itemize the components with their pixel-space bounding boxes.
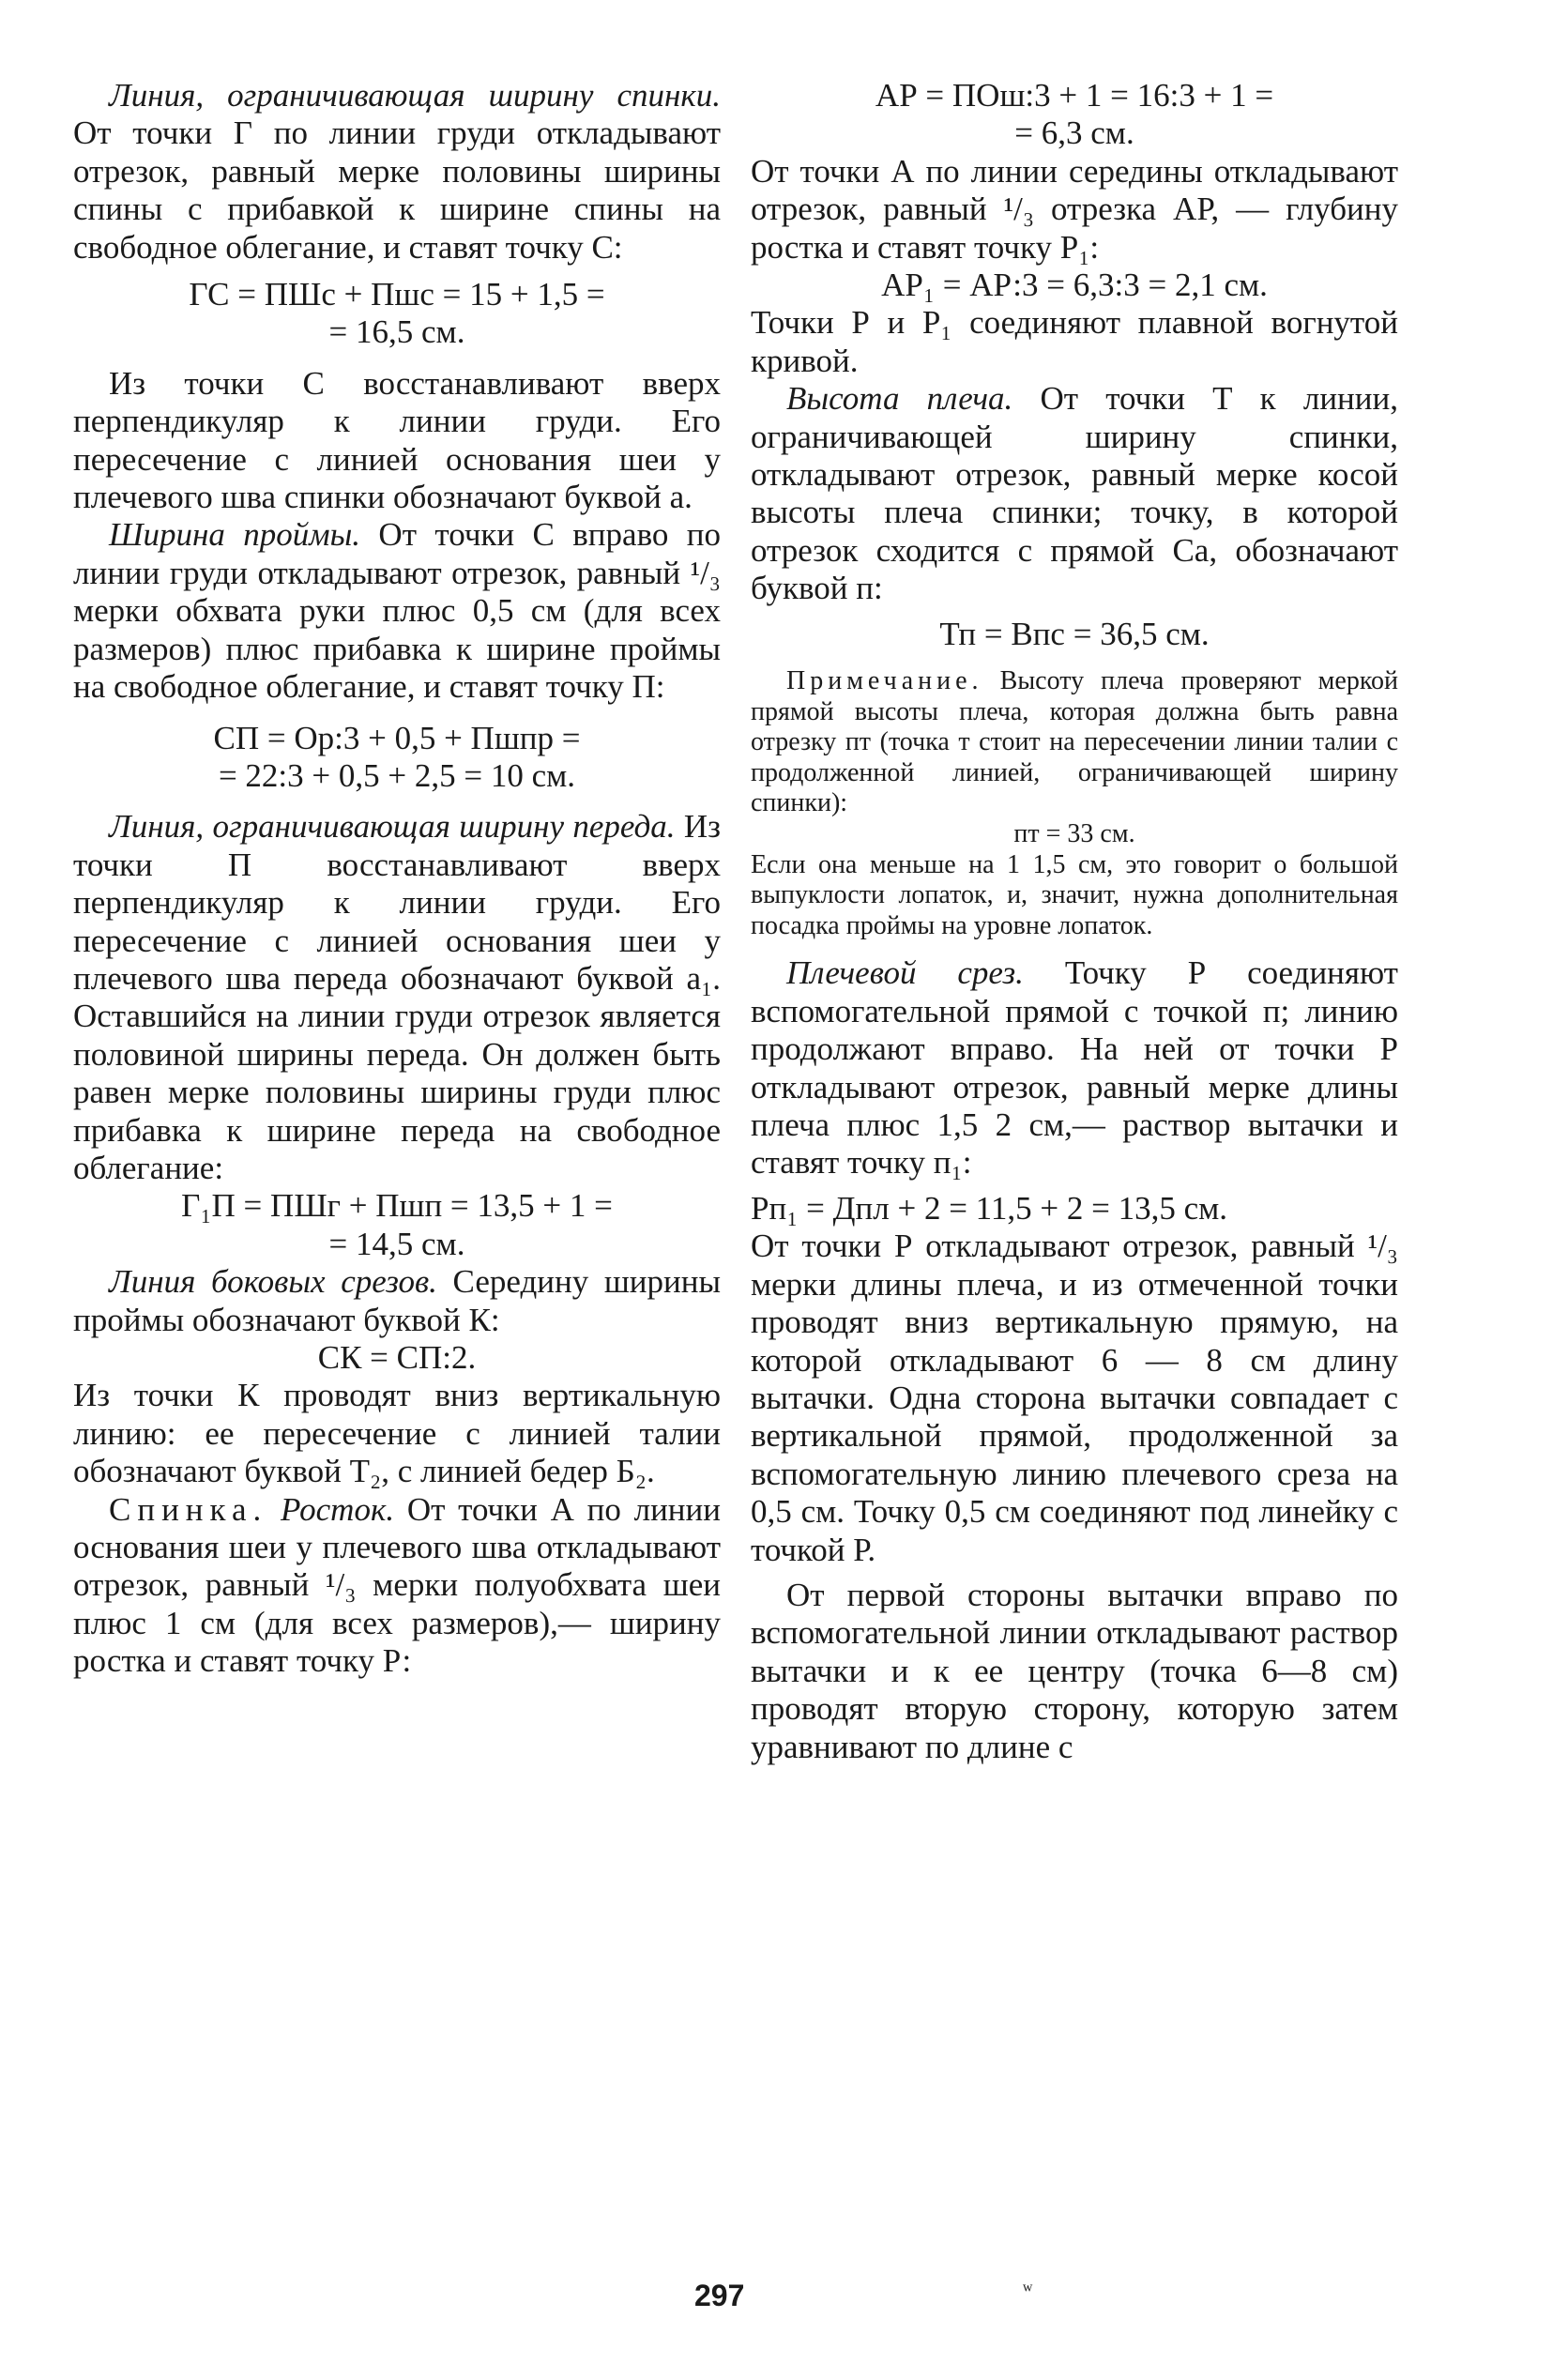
formula (73, 757, 721, 795)
formula-line: = 16,5 см. (328, 313, 465, 351)
paragraph-text: Точку Р соединяют вспомогательной прямой с точкой п; линию продолжают вправо. На ней от точки Р откладывают отрезок, равный мерке длины плеча плюс 1,5 2 см,— раствор вытачки и ставят точку п₁: (751, 954, 1398, 1182)
formula (751, 77, 1398, 114)
formula-line: Г₁П = ПШг + Пшп = 13,5 + 1 = (181, 1187, 613, 1225)
paragraph: Точки Р и Р₁ соединяют плавной вогнутой кривой. (751, 304, 1398, 379)
note-paragraph: Если она меньше на 1 1,5 см, это говорит о большой выпуклости лопаток, и, значит, нужна дополнительная посадка проймы на уровне лопаток. (751, 849, 1398, 940)
formula (751, 267, 1398, 304)
formula (751, 1190, 1398, 1228)
section-heading: Высота плеча. (786, 380, 1013, 418)
section-heading: Ширина проймы. (109, 516, 361, 554)
formula-line: Рп₁ = Дпл + 2 = 11,5 + 2 = 13,5 см. (751, 1189, 1228, 1227)
formula-line: = 14,5 см. (328, 1225, 465, 1262)
paragraph: Из точки К проводят вниз вертикальную линию: ее пересечение с линией талии обозначают буквой Т₂, с линией бедер Б₂. (73, 1377, 721, 1490)
formula-line: Тп = Впс = 36,5 см. (939, 615, 1210, 652)
paragraph (73, 77, 721, 267)
paragraph: Из точки С восстанавливают вверх перпендикуляр к линии груди. Его пересечение с линией основания шеи у плечевого шва спинки обозначают буквой а. (73, 364, 721, 516)
paragraph (73, 1491, 721, 1681)
stray-mark: ʷ (1023, 2279, 1033, 2303)
paragraph-text: От точки Г по линии груди откладывают отрезок, равный мерке половины ширины спины с прибавкой к ширине спины на свободное облегание, и ставят точку С: (73, 114, 721, 266)
paragraph (73, 516, 721, 706)
formula (751, 114, 1398, 152)
paragraph-text: Из точки П восстанавливают вверх перпендикуляр к линии груди. Его пересечение с линией основания шеи у плечевого шва переда обозначают буквой а₁. Оставшийся на линии груди отрезок является половиной ширины переда. Он должен быть равен мерке половины ширины груди плюс прибавка к ширине переда на свободное облегание: (73, 808, 722, 1186)
left-column (73, 77, 721, 1681)
paragraph (73, 808, 721, 1187)
formula-line: = 22:3 + 0,5 + 2,5 = 10 см. (218, 756, 576, 794)
section-heading: Линия, ограничивающая ширину спинки. (109, 77, 721, 114)
note-text: Высоту плеча проверяют меркой прямой высоты плеча, которая должна быть равна отрезку пт (точка т стоит на пересечении линии талии с продолженной линией, ограничивающей ширину спинки): (751, 666, 1398, 818)
formula (73, 1226, 721, 1263)
formula-line: СК = СП:2. (317, 1339, 477, 1376)
note-heading: Примечание. (786, 666, 983, 696)
section-heading: Линия, ограничивающая ширину переда. (109, 808, 676, 846)
paragraph-text: От точки Т к линии, ограничивающей ширину спинки, откладывают отрезок, равный мерке косой высоты плеча спинки; точку, в которой отрезок сходится с прямой Са, обозначают буквой п: (751, 380, 1398, 607)
formula (73, 313, 721, 351)
formula-line: АР = ПОш:3 + 1 = 16:3 + 1 = (875, 77, 1274, 114)
paragraph (751, 954, 1398, 1182)
section-heading: Плечевой срез. (786, 954, 1024, 992)
paragraph (751, 380, 1398, 607)
paragraph: От точки А по линии середины откладывают отрезок, равный ¹/₃ отрезка АР, — глубину ростка и ставят точку Р₁: (751, 152, 1398, 266)
paragraph: От первой стороны вытачки вправо по вспомогательной линии откладывают раствор вытачки и к ее центру (точка 6—8 см) проводят вторую сторону, которую затем уравнивают по длине с (751, 1576, 1398, 1765)
paragraph: От точки Р откладывают отрезок, равный ¹/₃ мерки длины плеча, и из отмеченной точки проводят вниз вертикальную прямую, на которой откладывают 6 — 8 см длину вытачки. Одна сторона вытачки совпадает с вертикальной прямой, продолженной за вспомогательную линию плечевого среза на 0,5 см. Точку 0,5 см соединяют под линейку с точкой Р. (751, 1228, 1398, 1568)
paragraph-text: Середину ширины проймы обозначают буквой К: (73, 1263, 721, 1338)
page-number: 297 (694, 2279, 745, 2312)
formula (73, 720, 721, 757)
formula (73, 1339, 721, 1377)
paragraph-text: От точки А по линии основания шеи у плечевого шва откладывают отрезок, равный ¹/₃ мерки полуобхвата шеи плюс 1 см (для всех размеров),— ширину ростка и ставят точку Р: (73, 1490, 721, 1680)
formula-line: = 6,3 см. (1014, 114, 1134, 152)
formula-line: АР₁ = АР:3 = 6,3:3 = 2,1 см. (881, 267, 1268, 304)
section-heading-spaced: Спинка. (109, 1490, 268, 1528)
right-column (751, 77, 1398, 1766)
formula (73, 276, 721, 313)
paragraph-text: От точки С вправо по линии груди откладывают отрезок, равный ¹/₃ мерки обхвата руки плюс 0,5 см (для всех размеров) плюс прибавка к ширине проймы на свободное облегание, и ставят точку П: (73, 516, 721, 706)
formula (751, 616, 1398, 653)
section-heading: Линия боковых срезов. (109, 1263, 437, 1301)
formula-line: СП = Ор:3 + 0,5 + Пшпр = (213, 719, 581, 756)
formula-line: ГС = ПШс + Пшс = 15 + 1,5 = (189, 276, 605, 313)
note-formula: пт = 33 см. (1013, 819, 1135, 849)
section-heading: Росток. (267, 1490, 395, 1528)
note-paragraph (751, 666, 1398, 819)
paragraph (73, 1263, 721, 1339)
formula (73, 1187, 721, 1225)
